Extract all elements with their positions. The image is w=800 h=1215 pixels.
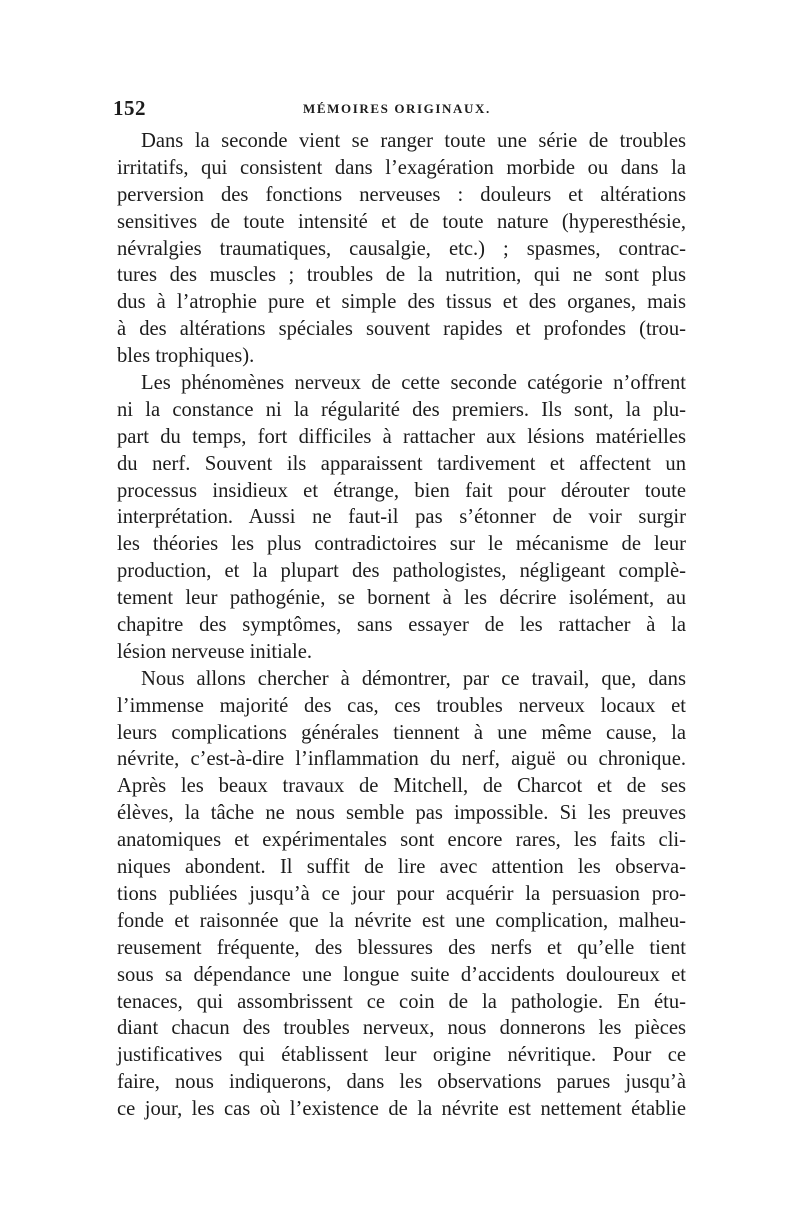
text-line: faire, nous indiquerons, dans les observations parues jusqu’à bbox=[117, 1071, 686, 1094]
text-line: Après les beaux travaux de Mitchell, de Charcot et de ses bbox=[117, 775, 686, 798]
text-line: niques abondent. Il suffit de lire avec attention les observa- bbox=[117, 856, 686, 879]
text-line: névralgies traumatiques, causalgie, etc.) ; spasmes, contrac- bbox=[117, 237, 686, 260]
text-line: diant chacun des troubles nerveux, nous donnerons les pièces bbox=[117, 1017, 686, 1040]
text-line: irritatifs, qui consistent dans l’exagération morbide ou dans la bbox=[117, 156, 686, 179]
text-line: tement leur pathogénie, se bornent à les décrire isolément, au bbox=[117, 587, 686, 610]
text-line: fonde et raisonnée que la névrite est une complication, malheu- bbox=[117, 909, 686, 932]
text-line: interprétation. Aussi ne faut-il pas s’étonner de voir surgir bbox=[117, 506, 686, 529]
text-line: Les phénomènes nerveux de cette seconde catégorie n’offrent bbox=[141, 372, 686, 395]
text-line: part du temps, fort difficiles à rattacher aux lésions matérielles bbox=[117, 425, 686, 448]
text-line: processus insidieux et étrange, bien fait pour dérouter toute bbox=[117, 479, 686, 502]
paragraph-2 bbox=[117, 370, 686, 666]
text-line: l’immense majorité des cas, ces troubles nerveux locaux et bbox=[117, 694, 686, 717]
running-head bbox=[113, 96, 703, 122]
text-line: élèves, la tâche ne nous semble pas impossible. Si les preuves bbox=[117, 802, 686, 825]
text-line: névrite, c’est-à-dire l’inflammation du nerf, aiguë ou chronique. bbox=[117, 748, 686, 771]
text-line: lésion nerveuse initiale. bbox=[117, 640, 313, 663]
text-line: perversion des fonctions nerveuses : douleurs et altérations bbox=[117, 183, 686, 206]
paragraph-1 bbox=[117, 128, 686, 370]
text-line: ce jour, les cas où l’existence de la névrite est nettement établie bbox=[117, 1098, 686, 1121]
text-line: chapitre des symptômes, sans essayer de les rattacher à la bbox=[117, 614, 686, 637]
text-line: anatomiques et expérimentales sont encore rares, les faits cli- bbox=[117, 829, 686, 852]
body-text bbox=[117, 128, 686, 1123]
text-line: Dans la seconde vient se ranger toute une série de troubles bbox=[141, 130, 686, 152]
text-line: sous sa dépendance une longue suite d’accidents douloureux et bbox=[117, 963, 686, 986]
text-line: tures des muscles ; troubles de la nutrition, qui ne sont plus bbox=[117, 264, 686, 287]
text-line: leurs complications générales tiennent à une même cause, la bbox=[117, 721, 686, 744]
text-line: justificatives qui établissent leur origine névritique. Pour ce bbox=[117, 1044, 686, 1067]
text-line: sensitives de toute intensité et de toute nature (hyperesthésie, bbox=[117, 210, 686, 233]
text-line: production, et la plupart des pathologistes, négligeant complè- bbox=[117, 560, 686, 583]
text-line: tenaces, qui assombrissent ce coin de la pathologie. En étu- bbox=[117, 990, 686, 1013]
text-line: bles trophiques). bbox=[117, 345, 255, 368]
text-line: les théories les plus contradictoires sur le mécanisme de leur bbox=[117, 533, 686, 556]
text-line: ni la constance ni la régularité des premiers. Ils sont, la plu- bbox=[117, 398, 686, 421]
page-number: 152 bbox=[113, 96, 146, 120]
text-line: Nous allons chercher à démontrer, par ce travail, que, dans bbox=[141, 667, 686, 690]
text-line: reusement fréquente, des blessures des nerfs et qu’elle tient bbox=[117, 936, 686, 959]
text-line: dus à l’atrophie pure et simple des tissus et des organes, mais bbox=[117, 291, 686, 314]
running-title: MÉMOIRES ORIGINAUX. bbox=[303, 101, 491, 116]
text-line: à des altérations spéciales souvent rapides et profondes (trou- bbox=[117, 318, 686, 341]
text-line: du nerf. Souvent ils apparaissent tardivement et affectent un bbox=[117, 452, 686, 475]
text-line: tions publiées jusqu’à ce jour pour acquérir la persuasion pro- bbox=[117, 882, 686, 905]
paragraph-3 bbox=[117, 666, 686, 1123]
